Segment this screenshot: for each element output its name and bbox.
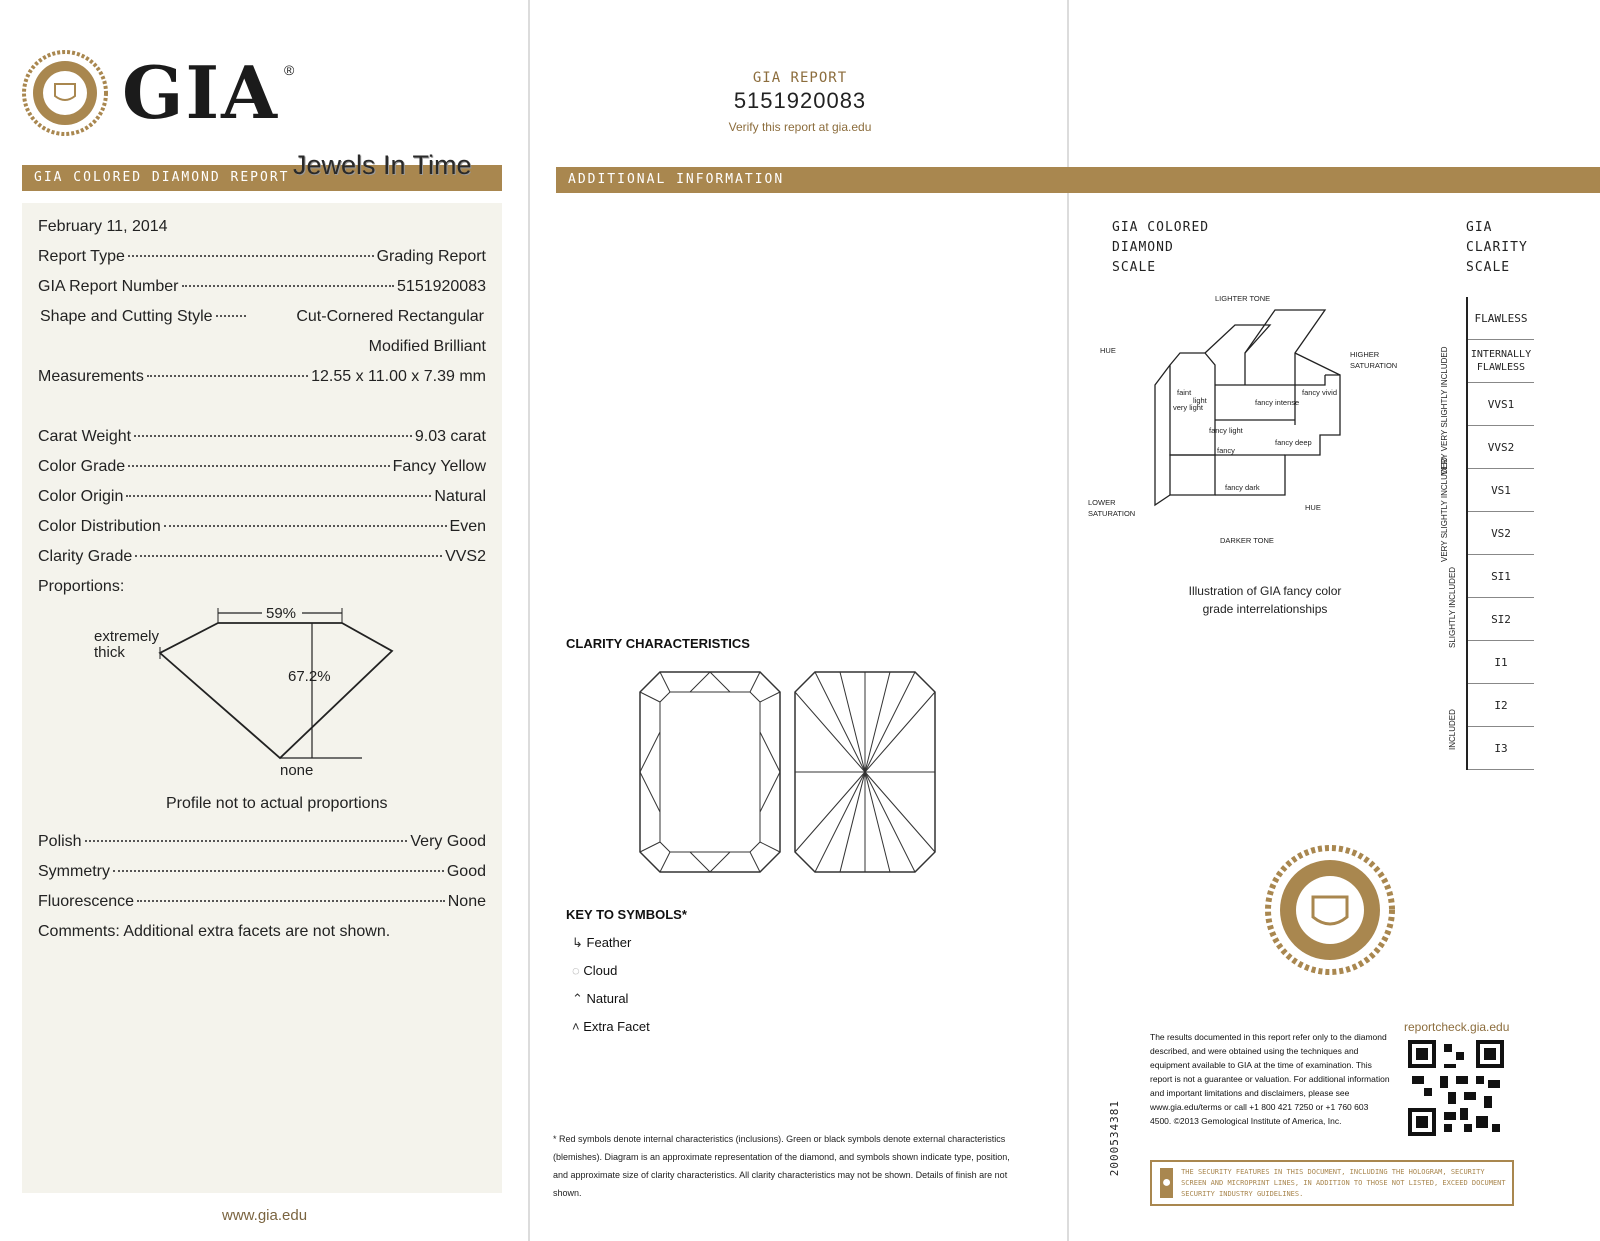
clarity-group-vvs: VERY VERY SLIGHTLY INCLUDED: [1440, 346, 1449, 475]
label-very-light: very light: [1173, 403, 1204, 412]
clarity-group-si: SLIGHTLY INCLUDED: [1448, 566, 1457, 648]
clarity-scale-title: [1466, 218, 1528, 278]
key-extra-facet: [572, 1019, 650, 1034]
profile-caption: Profile not to actual proportions: [166, 795, 388, 812]
qr-code-icon[interactable]: [1408, 1040, 1504, 1136]
row-label: Symmetry: [38, 863, 110, 880]
lock-icon: ●: [1160, 1168, 1173, 1198]
row-polish: [38, 833, 486, 851]
gia-website-link[interactable]: www.gia.edu: [222, 1207, 308, 1224]
clarity-grade-cell: VVS1: [1468, 383, 1534, 426]
clarity-footnote: * Red symbols denote internal characteristics (inclusions). Green or black symbols denote external characteristics (blemishes). Diagram is an approximate representation of the diamond, and symbols shown indicate type, position, and approximate size of clarity characteristics. All clarity characteristics may not be shown. Details of finish are not shown.: [553, 1134, 1010, 1198]
clarity-plot-diagram: [640, 672, 960, 882]
report-number-header: [560, 70, 1040, 134]
additional-info-header: [556, 167, 1600, 193]
key-cloud: [572, 963, 617, 978]
label-lighter-tone: LIGHTER TONE: [1215, 294, 1271, 303]
label-lower-2: SATURATION: [1088, 509, 1136, 518]
row-measurements: [38, 368, 486, 386]
row-label: GIA Report Number: [38, 278, 179, 295]
row-report-type: [38, 248, 486, 266]
title-line: DIAMOND: [1112, 240, 1174, 255]
caption-line: grade interrelationships: [1202, 602, 1328, 616]
title-line: CLARITY: [1466, 240, 1528, 255]
report-label: GIA REPORT: [752, 70, 848, 86]
clarity-grade-cell: I1: [1468, 641, 1534, 684]
label-fancy-vivid: fancy vivid: [1302, 388, 1338, 397]
row-value: Cut-Cornered Rectangular: [296, 308, 484, 325]
row-value: Grading Report: [376, 248, 486, 265]
table-percent: 59%: [266, 605, 297, 622]
comments-text: Additional extra facets are not shown.: [123, 923, 391, 940]
gia-logo: [22, 50, 302, 140]
gia-seal-icon: [1265, 845, 1395, 975]
clarity-group-vs: VERY SLIGHTLY INCLUDED: [1440, 457, 1449, 562]
label-fancy-intense: fancy intense: [1255, 398, 1300, 407]
header-text: GIA COLORED DIAMOND REPORT: [34, 170, 290, 185]
culet-label: none: [280, 762, 314, 779]
header-text: ADDITIONAL INFORMATION: [568, 172, 785, 187]
row-label: Carat Weight: [38, 428, 132, 445]
row-label: Color Grade: [38, 458, 126, 475]
title-line: GIA COLORED: [1112, 220, 1210, 235]
caption-line: Illustration of GIA fancy color: [1188, 584, 1342, 598]
row-label: Clarity Grade: [38, 548, 133, 565]
row-value: Natural: [434, 488, 486, 505]
row-value: Very Good: [410, 833, 486, 850]
report-number: 5151920083: [733, 88, 867, 113]
feather-icon: ↳: [572, 935, 583, 950]
clarity-grade-cell: FLAWLESS: [1468, 297, 1534, 340]
label-fancy-deep: fancy deep: [1275, 438, 1312, 447]
colored-diamond-scale-title: [1112, 218, 1209, 278]
label-darker-tone: DARKER TONE: [1220, 536, 1274, 545]
label-lower-1: LOWER: [1088, 498, 1116, 507]
illustration-caption: [1150, 582, 1380, 618]
reportcheck-link[interactable]: reportcheck.gia.edu: [1404, 1020, 1510, 1034]
row-value: Fancy Yellow: [392, 458, 486, 475]
clarity-group-i: INCLUDED: [1448, 709, 1457, 750]
row-symmetry: [38, 863, 486, 881]
fold-line-1: [528, 0, 530, 1241]
row-label: Color Distribution: [38, 518, 161, 535]
label-light: light: [1193, 396, 1207, 405]
label-hue-top: HUE: [1100, 346, 1116, 355]
row-clarity-grade: [38, 548, 486, 566]
row-value: 9.03 carat: [414, 428, 486, 445]
key-natural: [572, 991, 628, 1007]
comments-label: Comments:: [38, 923, 120, 940]
comments: [38, 923, 390, 941]
clarity-grade-cell: VS1: [1468, 469, 1534, 512]
row-fluorescence: [38, 893, 486, 911]
clarity-grade-cell: SI2: [1468, 598, 1534, 641]
report-date: February 11, 2014: [38, 218, 168, 235]
row-color-grade: [38, 458, 486, 476]
shape-line-2: Modified Brilliant: [368, 338, 486, 355]
row-label: Color Origin: [38, 488, 124, 505]
security-notice: [1150, 1160, 1514, 1206]
row-label: Fluorescence: [38, 893, 135, 910]
row-value: Good: [446, 863, 486, 880]
clarity-scale-table: [1466, 297, 1534, 770]
cloud-icon: ◌: [572, 963, 580, 978]
key-label: Feather: [586, 935, 632, 950]
key-label: Extra Facet: [583, 1019, 650, 1034]
fancy-color-diagram: [1088, 294, 1435, 555]
row-value: VVS2: [445, 548, 486, 565]
label-higher-1: HIGHER: [1350, 350, 1380, 359]
girdle-label-2: thick: [94, 644, 125, 661]
disclaimer-text: The results documented in this report refer only to the diamond described, and were obtained using the techniques and equipment available to GIA at the time of examination. This report is not a guarantee or valuation. For additional information and important limitations and disclaimers, please see www.gia.edu/terms or call +1 800 421 7250 or +1 760 603 4500. ©2013 Gemological Institute of America, Inc.: [1150, 1032, 1390, 1126]
row-value: 5151920083: [397, 278, 486, 295]
label-hue-bottom: HUE: [1305, 503, 1321, 512]
row-shape: [40, 308, 484, 326]
row-value: None: [447, 893, 486, 910]
row-color-distribution: [38, 518, 486, 536]
row-label: Measurements: [38, 368, 144, 385]
dealer-watermark: Jewels In Time: [293, 150, 472, 180]
row-value: Even: [449, 518, 486, 535]
row-label: Report Type: [38, 248, 125, 265]
proportions-label: Proportions:: [38, 578, 125, 595]
label-fancy: fancy: [1217, 446, 1235, 455]
gia-wordmark: GIA: [122, 50, 280, 135]
title-line: SCALE: [1466, 260, 1511, 275]
clarity-grade-cell: INTERNALLY FLAWLESS: [1468, 340, 1534, 383]
clarity-grade-cell: I2: [1468, 684, 1534, 727]
diamond-profile: [160, 623, 392, 758]
title-line: SCALE: [1112, 260, 1157, 275]
key-to-symbols-title: KEY TO SYMBOLS*: [566, 907, 687, 922]
label-fancy-light: fancy light: [1209, 426, 1243, 435]
clarity-characteristics-title: CLARITY CHARACTERISTICS: [566, 636, 750, 651]
proportions-diagram: [22, 603, 462, 803]
clarity-grade-cell: VS2: [1468, 512, 1534, 555]
registered-mark: ®: [284, 62, 295, 78]
row-color-origin: [38, 488, 486, 506]
key-feather: [572, 935, 631, 951]
clarity-grade-cell: VVS2: [1468, 426, 1534, 469]
report-details-panel: [22, 203, 502, 1193]
clarity-grade-cell: SI1: [1468, 555, 1534, 598]
clarity-grade-cell: I3: [1468, 727, 1534, 770]
verify-link[interactable]: Verify this report at gia.edu: [728, 120, 872, 134]
extra-facet-icon: ˄: [572, 1019, 580, 1034]
depth-percent: 67.2%: [288, 668, 331, 685]
security-text: THE SECURITY FEATURES IN THIS DOCUMENT, INCLUDING THE HOLOGRAM, SECURITY SCREEN AND MICROPRINT LINES, IN ADDITION TO THOSE NOT LISTED, EXCEED DOCUMENT SECURITY INDUSTRY GUIDELINES.: [1181, 1167, 1506, 1198]
girdle-label-1: extremely: [94, 628, 160, 645]
title-line: GIA: [1466, 220, 1493, 235]
row-report-number: [38, 278, 486, 296]
serial-number: 2000534381: [1108, 1100, 1121, 1177]
gia-seal-icon: [22, 50, 108, 136]
key-label: Natural: [586, 991, 629, 1006]
label-higher-2: SATURATION: [1350, 361, 1398, 370]
row-carat: [38, 428, 486, 446]
label-fancy-dark: fancy dark: [1225, 483, 1260, 492]
row-label: Shape and Cutting Style: [40, 308, 213, 325]
key-label: Cloud: [583, 963, 618, 978]
label-faint: faint: [1177, 388, 1192, 397]
row-label: Polish: [38, 833, 82, 850]
natural-icon: ⌃: [572, 991, 583, 1006]
row-value: 12.55 x 11.00 x 7.39 mm: [311, 368, 486, 385]
